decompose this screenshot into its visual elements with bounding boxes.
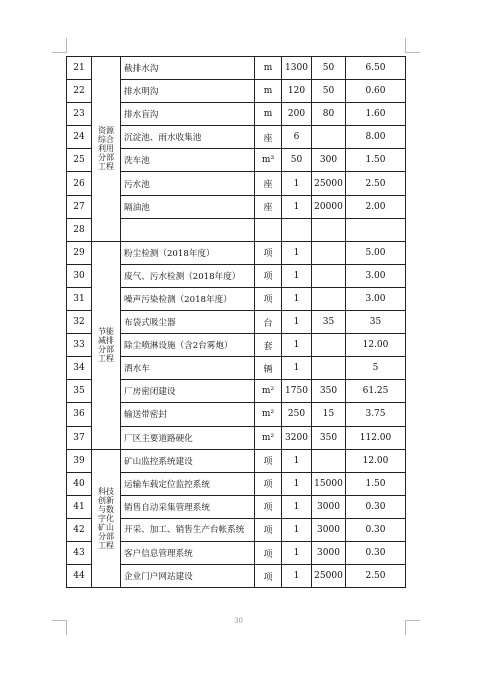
amount: 3.00 <box>346 264 406 287</box>
row-number: 44 <box>67 565 92 588</box>
cost-table <box>66 56 406 588</box>
unit-price <box>312 218 346 241</box>
amount: 8.00 <box>346 126 406 149</box>
amount: 35 <box>346 311 406 334</box>
item-name: 销售自动采集管理系统 <box>121 495 255 518</box>
unit-price: 20000 <box>312 195 346 218</box>
item-name: 洒水车 <box>121 357 255 380</box>
amount: 0.30 <box>346 518 406 541</box>
row-number: 41 <box>67 495 92 518</box>
amount: 61.25 <box>346 380 406 403</box>
item-name: 隔油池 <box>121 195 255 218</box>
quantity: 1 <box>282 264 312 287</box>
amount: 1.50 <box>346 472 406 495</box>
unit-price <box>312 449 346 472</box>
row-number: 33 <box>67 334 92 357</box>
item-name: 布袋式吸尘器 <box>121 311 255 334</box>
row-number: 32 <box>67 311 92 334</box>
row-number: 21 <box>67 57 92 80</box>
group-label-tech: 科技创新与数字化矿山分部工程 <box>92 449 121 588</box>
unit-price <box>312 334 346 357</box>
item-name: 废气、污水检测（2018年度） <box>121 264 255 287</box>
row-number: 22 <box>67 80 92 103</box>
row-number: 34 <box>67 357 92 380</box>
amount: 0.30 <box>346 495 406 518</box>
item-name: 除尘喷淋设施（含2台雾炮） <box>121 334 255 357</box>
unit-price: 350 <box>312 426 346 449</box>
item-name: 排水明沟 <box>121 80 255 103</box>
quantity: 1 <box>282 449 312 472</box>
unit-price: 25000 <box>312 565 346 588</box>
unit-price: 15 <box>312 403 346 426</box>
quantity: 1 <box>282 172 312 195</box>
row-number: 26 <box>67 172 92 195</box>
quantity: 6 <box>282 126 312 149</box>
row-number: 40 <box>67 472 92 495</box>
amount: 2.50 <box>346 172 406 195</box>
item-name: 开采、加工、销售生产台帐系统 <box>121 518 255 541</box>
unit-price <box>312 241 346 264</box>
quantity: 1300 <box>282 57 312 80</box>
unit: 项 <box>255 495 282 518</box>
unit-price <box>312 287 346 310</box>
unit-price: 50 <box>312 57 346 80</box>
row-number: 35 <box>67 380 92 403</box>
unit: 项 <box>255 241 282 264</box>
unit-price: 350 <box>312 380 346 403</box>
group-label-resources: 资源综合利用分部工程 <box>92 57 121 242</box>
row-number: 23 <box>67 103 92 126</box>
row-number: 28 <box>67 218 92 241</box>
quantity: 3200 <box>282 426 312 449</box>
unit-price: 50 <box>312 80 346 103</box>
unit: m <box>255 57 282 80</box>
quantity: 1 <box>282 541 312 564</box>
item-name: 运输车载定位监控系统 <box>121 472 255 495</box>
unit: m² <box>255 426 282 449</box>
item-name: 污水池 <box>121 172 255 195</box>
amount: 2.50 <box>346 565 406 588</box>
unit-price: 15000 <box>312 472 346 495</box>
quantity: 1 <box>282 241 312 264</box>
unit: 项 <box>255 541 282 564</box>
item-name: 厂房密闭建设 <box>121 380 255 403</box>
unit: 项 <box>255 264 282 287</box>
amount: 3.00 <box>346 287 406 310</box>
unit: 项 <box>255 287 282 310</box>
amount: 0.30 <box>346 541 406 564</box>
quantity: 1 <box>282 195 312 218</box>
amount: 12.00 <box>346 449 406 472</box>
quantity: 50 <box>282 149 312 172</box>
row-number: 25 <box>67 149 92 172</box>
amount: 3.75 <box>346 403 406 426</box>
unit: 项 <box>255 449 282 472</box>
table-row <box>67 57 406 80</box>
amount: 6.50 <box>346 57 406 80</box>
unit: 座 <box>255 126 282 149</box>
unit: 项 <box>255 565 282 588</box>
amount: 0.60 <box>346 80 406 103</box>
quantity: 200 <box>282 103 312 126</box>
unit: 项 <box>255 472 282 495</box>
item-name: 噪声污染检测（2018年度） <box>121 287 255 310</box>
unit: 座 <box>255 172 282 195</box>
quantity: 1 <box>282 334 312 357</box>
row-number: 42 <box>67 518 92 541</box>
unit-price: 300 <box>312 149 346 172</box>
amount: 1.50 <box>346 149 406 172</box>
quantity <box>282 218 312 241</box>
table-row <box>67 449 406 472</box>
row-number: 36 <box>67 403 92 426</box>
unit <box>255 218 282 241</box>
item-name <box>121 218 255 241</box>
quantity: 1 <box>282 518 312 541</box>
row-number: 31 <box>67 287 92 310</box>
unit: 座 <box>255 195 282 218</box>
crop-mark-top-right <box>405 38 420 53</box>
unit-price: 3000 <box>312 518 346 541</box>
unit: 套 <box>255 334 282 357</box>
item-name: 输送带密封 <box>121 403 255 426</box>
row-number: 43 <box>67 541 92 564</box>
quantity: 120 <box>282 80 312 103</box>
amount: 12.00 <box>346 334 406 357</box>
unit-price: 25000 <box>312 172 346 195</box>
unit: 项 <box>255 518 282 541</box>
quantity: 250 <box>282 403 312 426</box>
row-number: 24 <box>67 126 92 149</box>
item-name: 企业门户网站建设 <box>121 565 255 588</box>
unit-price: 3000 <box>312 541 346 564</box>
unit: m <box>255 103 282 126</box>
item-name: 客户信息管理系统 <box>121 541 255 564</box>
amount: 2.00 <box>346 195 406 218</box>
item-name: 排水盲沟 <box>121 103 255 126</box>
item-name: 粉尘检测（2018年度） <box>121 241 255 264</box>
group-label-energy: 节能减排分部工程 <box>92 241 121 449</box>
row-number: 30 <box>67 264 92 287</box>
unit-price: 3000 <box>312 495 346 518</box>
unit: 辆 <box>255 357 282 380</box>
quantity: 1 <box>282 311 312 334</box>
amount: 112.00 <box>346 426 406 449</box>
unit-price <box>312 126 346 149</box>
unit: m² <box>255 403 282 426</box>
row-number: 29 <box>67 241 92 264</box>
item-name: 厂区主要道路硬化 <box>121 426 255 449</box>
unit-price: 80 <box>312 103 346 126</box>
item-name: 沉淀池、雨水收集池 <box>121 126 255 149</box>
unit-price <box>312 357 346 380</box>
amount: 5 <box>346 357 406 380</box>
unit: m³ <box>255 149 282 172</box>
quantity: 1750 <box>282 380 312 403</box>
quantity: 1 <box>282 565 312 588</box>
unit-price: 35 <box>312 311 346 334</box>
row-number: 37 <box>67 426 92 449</box>
unit-price <box>312 264 346 287</box>
row-number: 39 <box>67 449 92 472</box>
page-number: 30 <box>234 617 243 625</box>
unit: 台 <box>255 311 282 334</box>
quantity: 1 <box>282 495 312 518</box>
quantity: 1 <box>282 357 312 380</box>
item-name: 截排水沟 <box>121 57 255 80</box>
amount <box>346 218 406 241</box>
quantity: 1 <box>282 472 312 495</box>
item-name: 矿山监控系统建设 <box>121 449 255 472</box>
item-name: 洗车池 <box>121 149 255 172</box>
amount: 1.60 <box>346 103 406 126</box>
quantity: 1 <box>282 287 312 310</box>
row-number: 27 <box>67 195 92 218</box>
amount: 5.00 <box>346 241 406 264</box>
unit: m² <box>255 380 282 403</box>
unit: m <box>255 80 282 103</box>
crop-mark-top-left <box>52 38 67 53</box>
table-row <box>67 241 406 264</box>
